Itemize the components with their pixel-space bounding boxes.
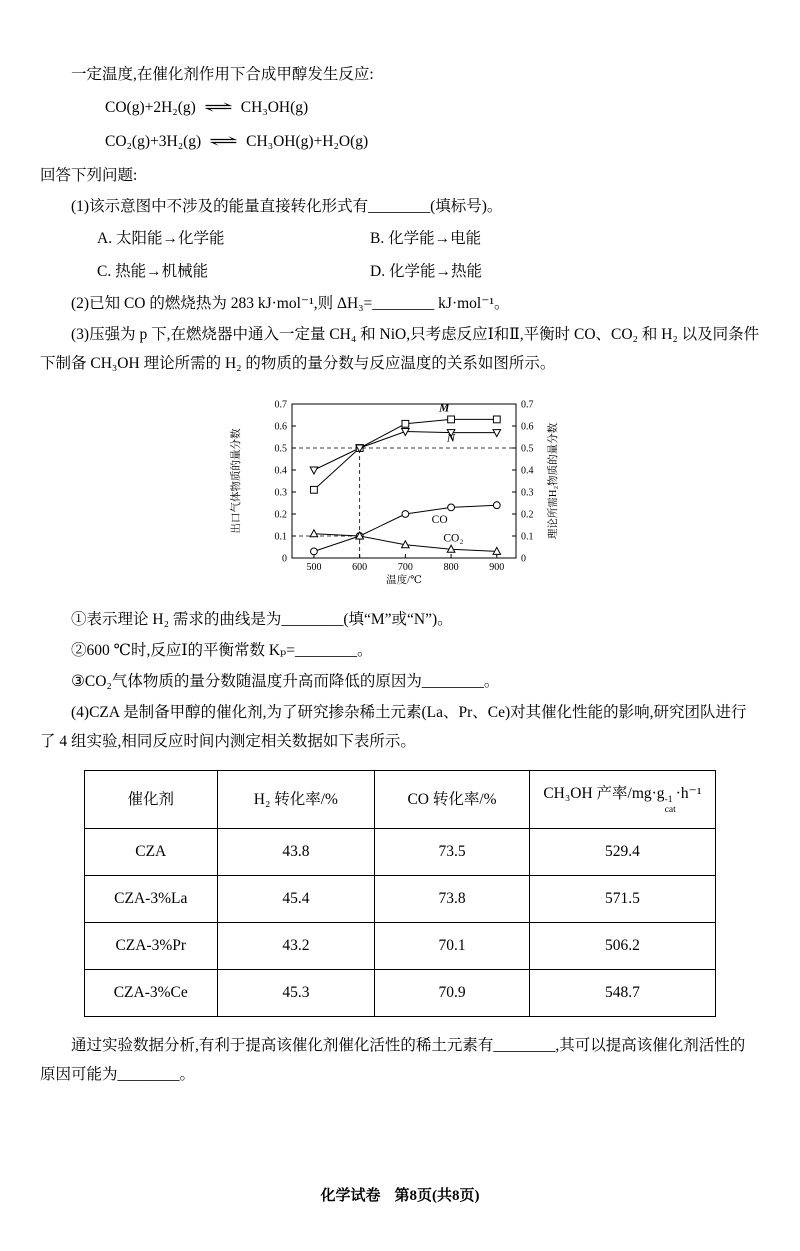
table-row xyxy=(85,923,716,970)
y-tick-label: 0.1 xyxy=(274,531,287,543)
sub-question-3: ③CO₂气体物质的量分数随温度升高而降低的原因为________。 xyxy=(71,673,500,690)
col-header-catalyst: 催化剂 xyxy=(85,771,218,829)
series-label-N: N xyxy=(446,432,456,445)
col-header-co-conversion: CO 转化率/% xyxy=(375,771,530,829)
cell-h2: 43.2 xyxy=(217,923,375,970)
marker-circle xyxy=(311,548,318,555)
marker-square xyxy=(402,420,409,427)
question-4: (4)CZA 是制备甲醇的催化剂,为了研究掺杂稀土元素(La、Pr、Ce)对其催化性能的影响,研究团队进行了 4 组实验,相同反应时间内测定相关数据如下表所示。 xyxy=(40,704,747,750)
intro-text: 一定温度,在催化剂作用下合成甲醇发生反应: xyxy=(71,66,374,83)
cell-yield: 571.5 xyxy=(529,876,715,923)
col-header-h2-conversion: H₂ 转化率/% xyxy=(217,771,375,829)
yield-unit-post: ·h⁻¹ xyxy=(675,785,702,802)
y-tick-label: 0.6 xyxy=(521,421,534,433)
y-tick-label: 0.5 xyxy=(521,443,534,455)
y-tick-label: 0.7 xyxy=(274,399,287,411)
y-tick-label: 0.3 xyxy=(521,487,534,499)
marker-triangle-down xyxy=(310,467,318,474)
y-tick-label: 0.2 xyxy=(274,509,287,521)
chart-svg xyxy=(226,390,574,592)
question-3: (3)压强为 p 下,在燃烧器中通入一定量 CH₄ 和 NiO,只考虑反应Ⅰ和Ⅱ,平衡时 CO、CO₂ 和 H₂ 以及同条件下制备 CH₃OH 理论所需的 H₂ 的物质的量分数与反应温度的关系如图所示。 xyxy=(40,326,760,372)
option-c: C. 热能→机械能 xyxy=(97,263,209,280)
y-tick-label: 0.3 xyxy=(274,487,287,499)
equation-1-left: CO(g)+2H₂(g) xyxy=(105,99,196,116)
y-tick-label: 0.4 xyxy=(274,465,287,477)
marker-circle xyxy=(493,502,500,509)
cell-co: 70.9 xyxy=(375,970,530,1017)
cell-h2: 45.3 xyxy=(217,970,375,1017)
y-tick-label: 0 xyxy=(521,553,526,565)
cell-co: 73.8 xyxy=(375,876,530,923)
equation-2-left: CO₂(g)+3H₂(g) xyxy=(105,133,202,150)
equation-2 xyxy=(105,127,760,157)
series-label-M: M xyxy=(439,402,450,415)
marker-square xyxy=(493,416,500,423)
equilibrium-arrow: ⇌ xyxy=(208,133,239,150)
conclusion-text: 通过实验数据分析,有利于提高该催化剂催化活性的稀土元素有________,其可以提高该催化剂活性的原因可能为________。 xyxy=(40,1037,746,1084)
table-row xyxy=(85,829,716,876)
cell-co: 70.1 xyxy=(375,923,530,970)
marker-triangle-up xyxy=(310,530,318,537)
x-tick-label: 600 xyxy=(352,562,368,573)
x-tick-label: 700 xyxy=(397,562,413,573)
cell-yield: 548.7 xyxy=(529,970,715,1017)
series-label-CO: CO xyxy=(431,513,448,526)
footer-title: 化学试卷 xyxy=(320,1188,381,1204)
page-footer xyxy=(0,1184,800,1205)
x-tick-label: 800 xyxy=(443,562,459,573)
x-tick-label: 500 xyxy=(306,562,322,573)
marker-square xyxy=(311,486,318,493)
marker-circle xyxy=(402,511,409,518)
y-tick-label: 0 xyxy=(282,553,287,565)
relationship-chart xyxy=(40,390,760,597)
cell-catalyst: CZA-3%Pr xyxy=(85,923,218,970)
cell-h2: 45.4 xyxy=(217,876,375,923)
marker-circle xyxy=(448,504,455,511)
catalyst-table xyxy=(84,770,716,1017)
option-b: B. 化学能→电能 xyxy=(370,230,482,247)
footer-page-number: 第8页(共8页) xyxy=(394,1188,480,1204)
option-d: D. 化学能→热能 xyxy=(370,263,482,280)
cell-co: 73.5 xyxy=(375,829,530,876)
y-tick-label: 0.2 xyxy=(521,509,534,521)
sub-question-2: ②600 ℃时,反应Ⅰ的平衡常数 Kₚ=________。 xyxy=(71,642,373,659)
equilibrium-arrow: ⇌ xyxy=(203,99,234,116)
x-tick-label: 900 xyxy=(489,562,505,573)
yield-unit-sub: cat xyxy=(664,804,676,816)
x-axis-title: 温度/℃ xyxy=(386,575,422,586)
cell-yield: 529.4 xyxy=(529,829,715,876)
cell-catalyst: CZA xyxy=(85,829,218,876)
yield-unit-pre: CH₃OH 产率/mg·g xyxy=(543,785,665,802)
cell-catalyst: CZA-3%La xyxy=(85,876,218,923)
y-tick-label: 0.5 xyxy=(274,443,287,455)
yield-unit-supsub xyxy=(665,795,676,815)
marker-square xyxy=(448,416,455,423)
option-a: A. 太阳能→化学能 xyxy=(97,230,225,247)
cell-catalyst: CZA-3%Ce xyxy=(85,970,218,1017)
y-tick-label: 0.4 xyxy=(521,465,534,477)
series-label-CO₂: CO₂ xyxy=(443,532,464,545)
equation-2-right: CH₃OH(g)+H₂O(g) xyxy=(246,133,369,150)
question-2: (2)已知 CO 的燃烧热为 283 kJ·mol⁻¹,则 ΔH₃=________ kJ·mol⁻¹。 xyxy=(71,295,510,312)
question-1: (1)该示意图中不涉及的能量直接转化形式有________(填标号)。 xyxy=(71,198,503,215)
yield-unit-sup: -1 xyxy=(664,794,673,806)
cell-h2: 43.8 xyxy=(217,829,375,876)
marker-triangle-down xyxy=(493,430,501,437)
y-tick-label: 0.1 xyxy=(521,531,534,543)
sub-question-1: ①表示理论 H₂ 需求的曲线是为________(填“M”或“N”)。 xyxy=(71,611,453,628)
answer-prompt: 回答下列问题: xyxy=(40,167,138,184)
y-tick-label: 0.6 xyxy=(274,421,287,433)
y-axis-title-left: 出口气体物质的量分数 xyxy=(231,428,242,534)
equation-1 xyxy=(105,93,760,123)
equation-1-right: CH₃OH(g) xyxy=(240,99,309,116)
col-header-yield xyxy=(529,771,715,829)
cell-yield: 506.2 xyxy=(529,923,715,970)
table-header-row xyxy=(85,771,716,829)
options-row-cd xyxy=(40,256,760,287)
y-axis-title-right: 理论所需H₂物质的量分数 xyxy=(548,422,559,540)
table-row xyxy=(85,970,716,1017)
table-row xyxy=(85,876,716,923)
y-tick-label: 0.7 xyxy=(521,399,534,411)
options-row-ab xyxy=(40,223,760,254)
